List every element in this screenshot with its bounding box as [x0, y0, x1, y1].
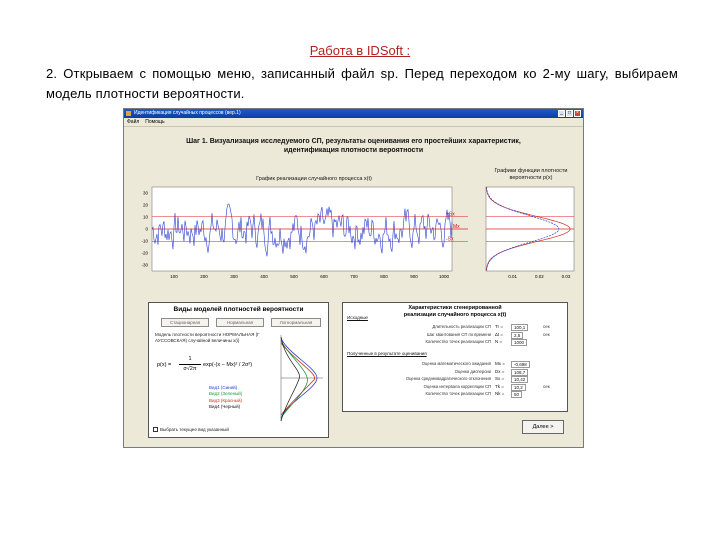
model-tab-1[interactable]: Стационарная	[161, 318, 209, 327]
signal-y-tick: -20	[141, 250, 148, 256]
step-heading-line1: Шаг 1. Визуализация исследуемого СП, результаты оценивания его простейших характеристик,	[186, 138, 521, 145]
signal-y-tick: 0	[145, 226, 148, 232]
estimated-param-label: Оценка интервала корреляции СП	[423, 383, 491, 389]
estimated-param-symbol: Dx =	[495, 368, 505, 374]
signal-y-tick: -10	[141, 238, 148, 244]
app-window	[123, 108, 584, 448]
density-title-line2: вероятности p(x)	[509, 175, 553, 181]
initial-param-symbol: ∆t =	[495, 331, 503, 337]
legend-item-1-label: Вид1 (Синий)	[209, 385, 238, 390]
model-tab-2[interactable]: Нормальная	[216, 318, 264, 327]
estimated-param-label: Количество точек реализации СП	[425, 391, 491, 396]
initial-param-value[interactable]: 100,1	[511, 324, 528, 331]
section-initial: Исходные	[347, 315, 368, 320]
menu-help[interactable]: Помощь	[145, 119, 165, 125]
signal-x-tick: 100	[170, 274, 178, 279]
estimated-param-symbol: Sx =	[495, 376, 505, 381]
window-titlebar	[124, 109, 583, 118]
density-x-tick: 0.02	[534, 274, 544, 279]
preview-curve-red	[281, 343, 315, 415]
models-panel-title: Виды моделей плотностей вероятности	[173, 306, 304, 313]
estimated-param-unit: сек	[543, 383, 550, 389]
model-description	[155, 332, 275, 344]
stats-panel	[342, 302, 568, 412]
stats-title-line1: Характеристики сгенерированной	[408, 305, 502, 311]
estimated-param-value[interactable]: 10,42	[511, 376, 528, 383]
density-x-tick: 0.03	[561, 274, 571, 279]
signal-x-tick: 300	[230, 274, 238, 279]
estimated-param-symbol: Nk =	[495, 391, 505, 396]
stats-title-line2: реализации случайного процесса x(t)	[403, 312, 507, 318]
estimated-param-label: Оценка среднеквадратического отклонения	[405, 376, 491, 381]
estimated-param-value[interactable]: 50	[511, 391, 522, 398]
estimated-param-symbol: Tk =	[495, 383, 504, 389]
minus-sigma-label: -Sx	[446, 236, 454, 243]
density-x-tick: 0.01	[508, 274, 518, 279]
next-button[interactable]: Далее >	[522, 420, 564, 434]
model-description-line2: АУССОВСКАЯ) случайной величины x(i)	[155, 338, 240, 343]
estimated-param-label: Оценка математического ожидания	[421, 361, 491, 366]
slide-title: Работа в IDSoft :	[309, 43, 411, 58]
model-description-line1: Модель плотности вероятности НОРМАЛЬНАЯ (Г	[155, 332, 260, 337]
legend-item-4[interactable]	[209, 404, 242, 410]
formula-prefix: p(x) =	[157, 362, 172, 368]
initial-param-symbol: Tr =	[495, 324, 503, 329]
signal-x-tick: 200	[200, 274, 208, 279]
estimated-param-value[interactable]: 10,2	[511, 384, 526, 391]
step-heading-line2: идентификация плотности вероятности	[283, 147, 424, 154]
signal-x-tick: 400	[260, 274, 268, 279]
models-panel	[148, 302, 329, 438]
density-chart	[482, 185, 580, 285]
step-heading	[124, 137, 583, 155]
density-chart-title	[486, 168, 576, 182]
signal-chart-title: График реализации случайного процесса x(t)	[256, 176, 372, 182]
signal-x-tick: 600	[320, 274, 328, 279]
estimated-param-label: Оценка дисперсии	[454, 368, 491, 374]
section-estimated: Полученные в результате оценивания	[347, 351, 427, 356]
select-model-checkbox-label: Выбрать текущее вид указанный	[160, 427, 229, 432]
signal-x-tick: 700	[350, 274, 358, 279]
initial-param-value[interactable]: 2,5	[511, 332, 523, 339]
initial-param-label: Количество точек реализации СП	[425, 339, 491, 344]
formula-exp: exp(-(x − Mx)² / 2σ²)	[203, 362, 253, 368]
signal-y-tick: -30	[141, 262, 148, 268]
density-title-line1: Графики функции плотности	[494, 168, 568, 174]
estimated-param-symbol: Mx =	[495, 361, 505, 366]
signal-y-tick: 10	[142, 214, 148, 220]
menu-file[interactable]: Файл	[127, 119, 140, 125]
select-model-checkbox[interactable]	[153, 427, 158, 432]
stats-panel-title	[343, 305, 567, 319]
minimize-icon[interactable]: _	[558, 110, 565, 117]
legend-item-4-label: Вид4 (Черный)	[209, 404, 241, 410]
signal-x-tick: 900	[410, 274, 418, 279]
initial-param-label: Шаг квантования СП по времени	[427, 331, 491, 337]
initial-param-unit: сек	[543, 331, 550, 337]
menubar	[124, 118, 583, 127]
estimated-param-value[interactable]: -0,698	[511, 361, 530, 368]
slide-text: 2. Открываем с помощью меню, записанный файл sp. Перед переходом ко 2-му шагу, выбираем модель плотности вероятности.	[46, 66, 678, 101]
estimated-param-value[interactable]: 108,7	[511, 369, 528, 376]
initial-param-symbol: N =	[495, 339, 503, 344]
initial-param-unit: сек	[543, 324, 550, 329]
signal-chart	[128, 185, 458, 285]
signal-x-tick: 500	[290, 274, 298, 279]
initial-param-label: Длительность реализации СП	[432, 324, 491, 329]
preview-curve-green	[281, 341, 308, 418]
formula-denominator: σ√2π	[183, 366, 197, 372]
model-tab-3[interactable]: Логнормальная	[271, 318, 321, 327]
signal-x-tick: 1000	[438, 274, 450, 279]
select-model-checkbox-row[interactable]	[153, 427, 229, 433]
signal-y-tick: 20	[142, 202, 148, 208]
maximize-icon[interactable]: □	[567, 110, 572, 116]
formula-numerator: 1	[188, 356, 192, 362]
window-title: Идентификация случайных процессов (вер.1)	[134, 110, 241, 116]
model-legend	[209, 385, 242, 411]
app-icon	[126, 111, 131, 116]
mean-label: Mx	[453, 224, 460, 230]
initial-param-value[interactable]: 1000	[511, 339, 527, 346]
plus-sigma-label: +Sx	[446, 211, 455, 218]
signal-x-tick: 800	[380, 274, 388, 279]
signal-y-tick: 30	[142, 190, 148, 196]
legend-item-2-label: Вид2 (Зеленый)	[209, 391, 243, 397]
close-icon[interactable]: ×	[574, 110, 581, 117]
density-formula	[157, 353, 269, 379]
legend-item-3-label: Вид3 (Красный)	[209, 397, 243, 403]
model-preview-chart	[277, 333, 325, 423]
formula-fraction-bar	[179, 364, 201, 365]
